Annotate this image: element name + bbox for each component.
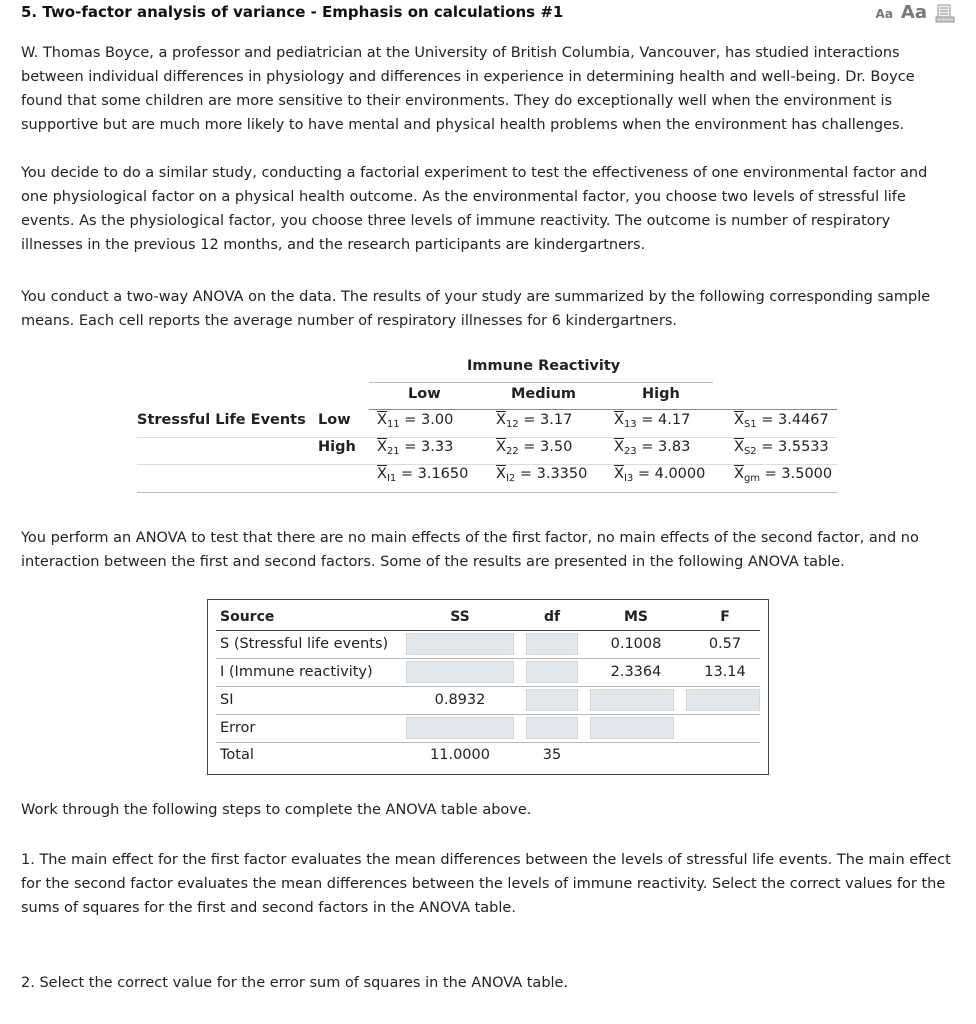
header-ms: MS bbox=[623, 609, 648, 625]
ms-s-value: 0.1008 bbox=[610, 636, 662, 652]
print-icon[interactable] bbox=[935, 3, 955, 23]
header-source: Source bbox=[220, 609, 275, 625]
mean-xi2: $\overline{X}_{I2} = 3.3350$ bbox=[496, 466, 588, 484]
mean-x13: $\overline{X}_{13} = 4.17$ bbox=[614, 412, 691, 430]
decrease-font-button[interactable]: Aa bbox=[875, 7, 893, 21]
divider bbox=[137, 437, 837, 438]
mean-xs2: $\overline{X}_{S2} = 3.5533$ bbox=[734, 439, 829, 457]
header-ss: SS bbox=[450, 609, 470, 625]
header-f: F bbox=[720, 609, 730, 625]
ss-total-value: 11.0000 bbox=[430, 747, 490, 763]
row-source-total: Total bbox=[220, 747, 254, 763]
mean-x22: $\overline{X}_{22} = 3.50$ bbox=[496, 439, 573, 457]
mean-xs1: $\overline{X}_{S1} = 3.4467$ bbox=[734, 412, 829, 430]
mean-x12: $\overline{X}_{12} = 3.17$ bbox=[496, 412, 573, 430]
df-s-input[interactable] bbox=[526, 633, 578, 655]
mean-grand: $\overline{X}_{gm} = 3.5000$ bbox=[734, 466, 833, 484]
row-source-si: SI bbox=[220, 692, 234, 708]
divider bbox=[216, 686, 760, 687]
divider bbox=[369, 382, 713, 383]
df-si-input[interactable] bbox=[526, 689, 578, 711]
mean-x11: $\overline{X}_{11} = 3.00$ bbox=[377, 412, 454, 430]
divider bbox=[369, 409, 837, 410]
f-s-value: 0.57 bbox=[708, 636, 742, 652]
row-source-i: I (Immune reactivity) bbox=[220, 664, 373, 680]
divider bbox=[216, 658, 760, 659]
mean-xi1: $\overline{X}_{I1} = 3.1650$ bbox=[377, 466, 469, 484]
divider bbox=[216, 742, 760, 743]
ss-i-input[interactable] bbox=[406, 661, 514, 683]
df-total-value: 35 bbox=[542, 747, 562, 763]
f-si-input[interactable] bbox=[686, 689, 760, 711]
mean-xi3: $\overline{X}_{I3} = 4.0000$ bbox=[614, 466, 706, 484]
step-1: 1. The main effect for the first factor evaluates the mean differences between the levels of stressful life events. The main effect for the second factor evaluates the mean differences between the levels of immune reactivity. Select the correct values for the sums of squares for the first and second factors in the ANOVA table. bbox=[21, 852, 951, 916]
df-i-input[interactable] bbox=[526, 661, 578, 683]
ms-i-value: 2.3364 bbox=[610, 664, 662, 680]
col-level-medium: Medium bbox=[511, 386, 577, 402]
anova-table bbox=[207, 599, 769, 775]
df-error-input[interactable] bbox=[526, 717, 578, 739]
f-i-value: 13.14 bbox=[704, 664, 746, 680]
intro-paragraph-1: W. Thomas Boyce, a professor and pediatrician at the University of British Columbia, Vancouver, has studied interactions between individual differences in physiology and differences in experience in determining health and well-being. Dr. Boyce found that some children are more sensitive to their environments. They do exceptionally well when the environment is supportive but are much more likely to have mental and physical health problems when the environment has challenges. bbox=[21, 45, 915, 133]
row-source-s: S (Stressful life events) bbox=[220, 636, 389, 652]
row-factor-label: Stressful Life Events bbox=[137, 412, 306, 428]
divider bbox=[137, 464, 837, 465]
font-tools bbox=[876, 3, 955, 23]
question-title: 5. Two-factor analysis of variance - Emphasis on calculations #1 bbox=[21, 3, 564, 21]
anova-intro-paragraph: You perform an ANOVA to test that there are no main effects of the first factor, no main effects of the second factor, and no interaction between the first and second factors. Some of the results are presented in the following ANOVA table. bbox=[21, 530, 919, 570]
intro-paragraph-3: You conduct a two-way ANOVA on the data. The results of your study are summarized by the following corresponding sample means. Each cell reports the average number of respiratory illnesses for 6 kindergartners. bbox=[21, 289, 931, 329]
question-header bbox=[21, 3, 955, 23]
mean-x23: $\overline{X}_{23} = 3.83$ bbox=[614, 439, 691, 457]
divider bbox=[137, 492, 837, 493]
step-2: 2. Select the correct value for the error sum of squares in the ANOVA table. bbox=[21, 975, 569, 991]
mean-x21: $\overline{X}_{21} = 3.33$ bbox=[377, 439, 454, 457]
ss-si-value: 0.8932 bbox=[434, 692, 486, 708]
row-level-high: High bbox=[318, 439, 356, 455]
ms-error-input[interactable] bbox=[590, 717, 674, 739]
row-source-error: Error bbox=[220, 720, 256, 736]
intro-paragraph-2: You decide to do a similar study, conducting a factorial experiment to test the effectiveness of one environmental factor and one physiological factor on a physical health outcome. As the environmental factor, you choose two levels of stressful life events. As the physiological factor, you choose three levels of immune reactivity. The outcome is number of respiratory illnesses in the previous 12 months, and the research participants are kindergartners. bbox=[21, 165, 928, 253]
ss-error-input[interactable] bbox=[406, 717, 514, 739]
col-factor-label: Immune Reactivity bbox=[467, 358, 621, 374]
divider bbox=[216, 714, 760, 715]
steps-intro: Work through the following steps to complete the ANOVA table above. bbox=[21, 802, 532, 818]
row-level-low: Low bbox=[318, 412, 351, 428]
col-level-high: High bbox=[642, 386, 680, 402]
increase-font-button[interactable]: Aa bbox=[900, 2, 927, 23]
col-level-low: Low bbox=[408, 386, 441, 402]
ms-si-input[interactable] bbox=[590, 689, 674, 711]
ss-s-input[interactable] bbox=[406, 633, 514, 655]
header-divider bbox=[216, 630, 760, 631]
header-df: df bbox=[543, 609, 561, 625]
